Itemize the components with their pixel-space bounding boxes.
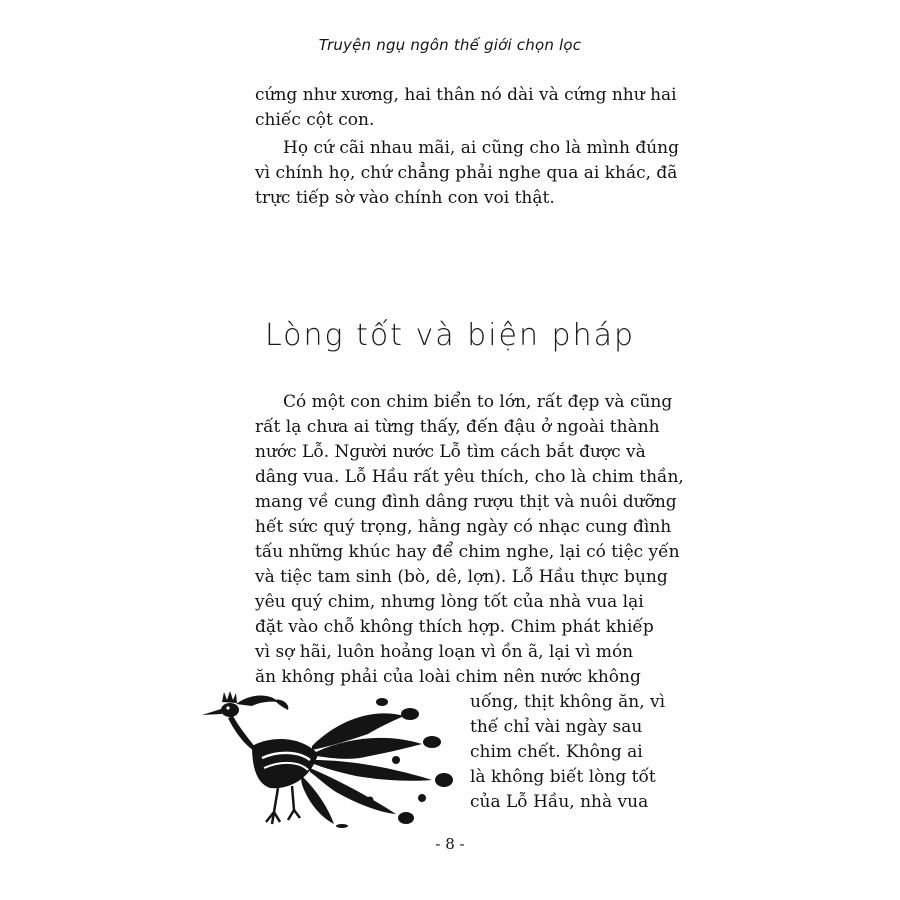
text-line: ăn không phải của loài chim nên nước không <box>255 667 641 687</box>
text-line: thế chỉ vài ngày sau <box>470 717 643 737</box>
text-line: yêu quý chim, nhưng lòng tốt của nhà vua lại <box>255 592 644 612</box>
story-paragraph <box>255 390 684 690</box>
text-line: rất lạ chưa ai từng thấy, đến đậu ở ngoài thành <box>255 417 660 437</box>
text-line: và tiệc tam sinh (bò, dê, lợn). Lỗ Hầu thực bụng <box>255 567 668 587</box>
text-line: hết sức quý trọng, hằng ngày có nhạc cung đình <box>255 517 672 537</box>
previous-story-paragraph-2 <box>255 136 680 211</box>
chapter-title: Lòng tốt và biện pháp <box>264 318 636 353</box>
text-line: mang về cung đình dâng rượu thịt và nuôi dưỡng <box>255 492 677 512</box>
text-line: chiếc cột con. <box>255 110 375 130</box>
text-line: đặt vào chỗ không thích hợp. Chim phát khiếp <box>255 617 654 637</box>
text-line: dâng vua. Lỗ Hầu rất yêu thích, cho là chim thần, <box>255 467 684 487</box>
text-line: chim chết. Không ai <box>470 742 643 762</box>
previous-story-paragraph-1 <box>255 83 677 133</box>
page-number: - 8 - <box>435 835 465 853</box>
peacock-bird-icon <box>200 688 462 828</box>
text-line: của Lỗ Hầu, nhà vua <box>470 792 649 812</box>
text-line: uống, thịt không ăn, vì <box>470 692 666 712</box>
text-line: vì sợ hãi, luôn hoảng loạn vì ồn ã, lại vì món <box>255 642 634 662</box>
running-head: Truyện ngụ ngôn thế giới chọn lọc <box>318 36 582 54</box>
text-line: vì chính họ, chứ chẳng phải nghe qua ai khác, đã <box>255 163 678 183</box>
text-line: Có một con chim biển to lớn, rất đẹp và cũng <box>283 392 673 412</box>
text-line: Họ cứ cãi nhau mãi, ai cũng cho là mình đúng <box>283 138 680 158</box>
story-wrapped-text <box>470 690 670 815</box>
text-line: nước Lỗ. Người nước Lỗ tìm cách bắt được và <box>255 442 646 462</box>
text-line: trực tiếp sờ vào chính con voi thật. <box>255 188 555 208</box>
text-line: cứng như xương, hai thân nó dài và cứng như hai <box>255 85 677 105</box>
text-line: tấu những khúc hay để chim nghe, lại có tiệc yến <box>255 542 680 562</box>
text-line: là không biết lòng tốt <box>470 767 656 787</box>
